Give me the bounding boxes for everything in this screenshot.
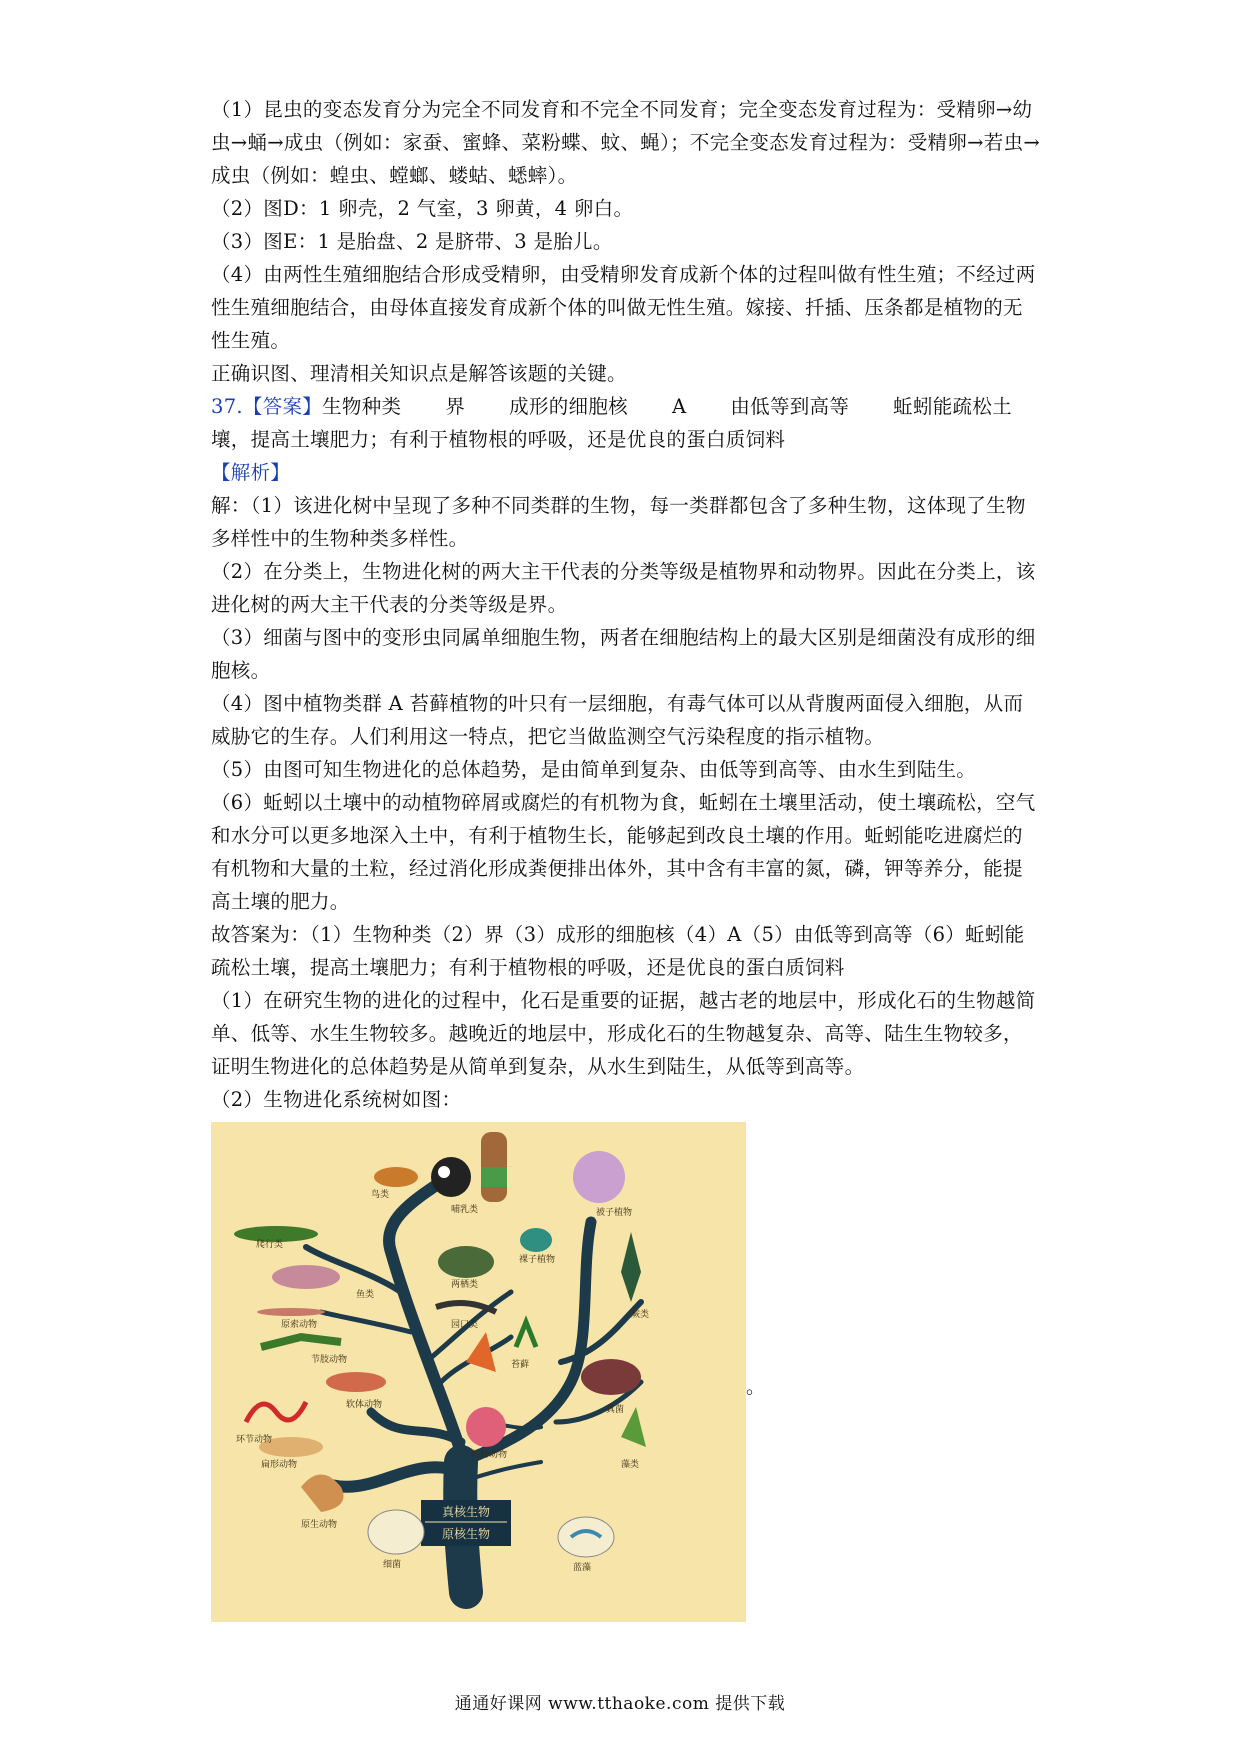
label-amphibians: 两栖类 xyxy=(451,1280,479,1290)
page-footer: 通通好课网 www.tthaoke.com 提供下载 xyxy=(454,1694,786,1714)
label-mollusks: 软体动物 xyxy=(346,1400,383,1410)
figure-trailing-period: 。 xyxy=(746,1376,766,1398)
answer-5: 由低等到高等 xyxy=(730,395,850,418)
label-fungi: 真菌 xyxy=(606,1405,625,1415)
paragraph-figure-d: （2）图D：1 卵壳，2 气室，3 卵黄，4 卵白。 xyxy=(211,197,634,220)
label-flatworms: 扁形动物 xyxy=(261,1460,298,1470)
answer-label: 37.【答案】 xyxy=(211,395,323,418)
analysis-2: （2）在分类上，生物进化树的两大主干代表的分类等级是植物界和动物界。因此在分类上，该进化树的两大主干代表的分类等级是界。 xyxy=(211,560,1036,616)
label-cnidarians: 腔肠动物 xyxy=(471,1450,508,1460)
label-fish: 鱼类 xyxy=(356,1290,375,1300)
label-algae: 藻类 xyxy=(621,1460,640,1470)
answer-1: 生物种类 xyxy=(322,395,402,418)
analysis-1: 解：（1）该进化树中呈现了多种不同类群的生物，每一类群都包含了多种生物，这体现了生物多样性中的生物种类多样性。 xyxy=(211,494,1026,550)
question-37-answer xyxy=(211,390,1041,456)
analysis-6: （6）蚯蚓以土壤中的动植物碎屑或腐烂的有机物为食，蚯蚓在土壤里活动，使土壤疏松，空气和水分可以更多地深入土中，有利于植物生长，能够起到改良土壤的作用。蚯蚓能吃进腐烂的有机物和大量的土粒，经过消化形成粪便排出体外，其中含有丰富的氮，磷，钾等养分，能提高土壤的肥力。 xyxy=(211,791,1036,913)
analysis-4: （4）图中植物类群 A 苔藓植物的叶只有一层细胞，有毒气体可以从背腹两面侵入细胞，从而威胁它的生存。人们利用这一特点，把它当做监测空气污染程度的指示植物。 xyxy=(211,692,1024,748)
knowledge-point-2: （2）生物进化系统树如图： xyxy=(211,1088,462,1111)
trunk-label-prokaryote: 原核生物 xyxy=(441,1527,491,1541)
paragraph-figure-e: （3）图E：1 是胎盘、2 是脐带、3 是胎儿。 xyxy=(211,230,613,253)
answer-4: A xyxy=(671,395,687,418)
label-angiosperms: 被子植物 xyxy=(596,1208,633,1218)
label-cyanobacteria: 蓝藻 xyxy=(573,1563,592,1573)
label-gymnosperms: 裸子植物 xyxy=(519,1255,556,1265)
label-protozoa: 原生动物 xyxy=(301,1520,338,1530)
analysis-5: （5）由图可知生物进化的总体趋势，是由简单到复杂、由低等到高等、由水生到陆生。 xyxy=(211,758,977,781)
answer-6: 蚯蚓能疏松土壤，提高土壤肥力；有利于植物根的呼吸，还是优良的蛋白质饲料 xyxy=(211,395,1012,451)
figure-container xyxy=(211,1122,1041,1622)
label-protochordates: 原索动物 xyxy=(281,1320,318,1330)
label-bacteria: 细菌 xyxy=(383,1560,402,1570)
label-mosses: 苔藓 xyxy=(511,1360,530,1370)
label-mammals: 哺乳类 xyxy=(451,1205,479,1215)
trunk-label-eukaryote: 真核生物 xyxy=(441,1505,491,1519)
analysis-label: 【解析】 xyxy=(211,461,291,484)
knowledge-point-1: （1）在研究生物的进化的过程中，化石是重要的证据，越古老的地层中，形成化石的生物越简单、低等、水生生物较多。越晚近的地层中，形成化石的生物越复杂、高等、陆生生物较多，证明生物进化的总体趋势是从简单到复杂，从水生到陆生，从低等到高等。 xyxy=(211,989,1036,1078)
evolution-tree-figure xyxy=(211,1122,746,1622)
analysis-3: （3）细菌与图中的变形虫同属单细胞生物，两者在细胞结构上的最大区别是细菌没有成形的细胞核。 xyxy=(211,626,1036,682)
paragraph-reproduction: （4）由两性生殖细胞结合形成受精卵，由受精卵发育成新个体的过程叫做有性生殖；不经过两性生殖细胞结合，由母体直接发育成新个体的叫做无性生殖。嫁接、扦插、压条都是植物的无性生殖。 xyxy=(211,263,1036,352)
label-arthropods: 节肢动物 xyxy=(311,1355,348,1365)
paragraph-insect-metamorphosis: （1）昆虫的变态发育分为完全不同发育和不完全不同发育；完全变态发育过程为：受精卵→幼虫→蛹→成虫（例如：家蚕、蜜蜂、菜粉蝶、蚊、蝇）；不完全变态发育过程为：受精卵→若虫→成虫（例如：蝗虫、螳螂、蝼蛄、蟋蟀）。 xyxy=(211,98,1041,187)
final-answer: 故答案为：（1）生物种类（2）界（3）成形的细胞核（4）A（5）由低等到高等（6）蚯蚓能疏松土壤，提高土壤肥力；有利于植物根的呼吸，还是优良的蛋白质饲料 xyxy=(211,923,1025,979)
label-ferns: 蕨类 xyxy=(631,1310,650,1320)
label-cyclostomes: 园口类 xyxy=(451,1320,479,1330)
answer-2: 界 xyxy=(445,395,466,418)
label-annelids: 环节动物 xyxy=(236,1435,273,1445)
answer-3: 成形的细胞核 xyxy=(509,395,628,418)
label-reptiles: 爬行类 xyxy=(256,1240,284,1250)
document-body xyxy=(211,93,1041,1622)
label-birds: 鸟类 xyxy=(371,1190,390,1200)
paragraph-key-point: 正确识图、理清相关知识点是解答该题的关键。 xyxy=(211,362,627,385)
evolution-tree-svg xyxy=(211,1122,746,1622)
